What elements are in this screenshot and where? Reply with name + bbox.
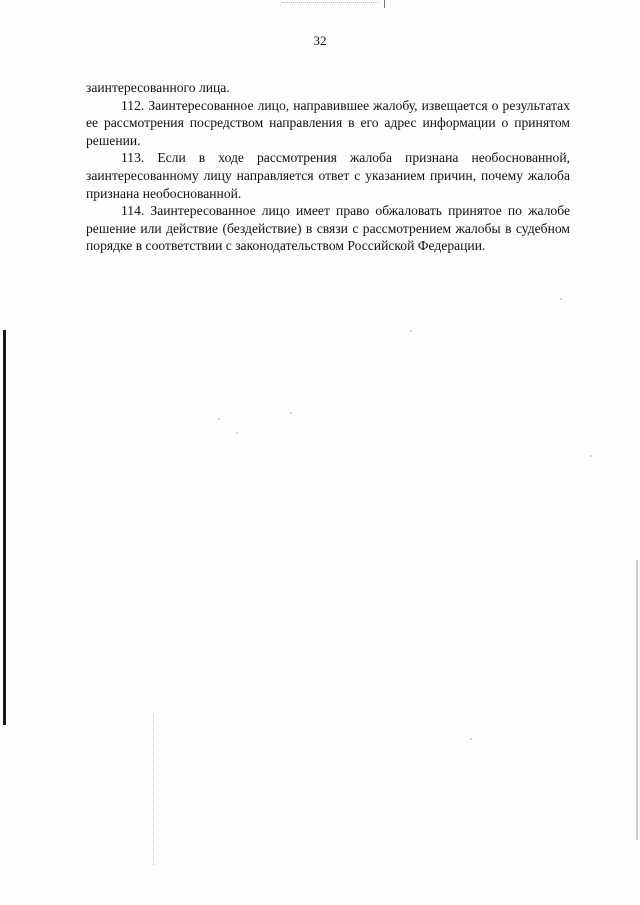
scan-speck [470, 738, 472, 740]
scan-speck [410, 330, 412, 332]
scan-artifact-top-tick [384, 0, 385, 8]
scan-speck [560, 298, 562, 300]
document-body [86, 79, 570, 255]
scan-speck [590, 455, 592, 457]
scan-artifact-right-edge [636, 560, 638, 840]
paragraph-113: 113. Если в ходе рассмотрения жалоба признана необоснованной, заинтересованному лицу направляется ответ с указанием причин, почему жалоба признана необоснованной. [86, 150, 570, 201]
page-number: 32 [313, 33, 327, 48]
scan-artifact-dotted-line [153, 715, 155, 865]
scan-artifact-left-edge [3, 330, 6, 725]
scan-speck [218, 418, 220, 420]
scan-speck [236, 432, 238, 434]
paragraph-continuation: заинтересованного лица. [86, 80, 230, 95]
scan-artifact-top-dots [282, 2, 378, 6]
paragraph-114: 114. Заинтересованное лицо имеет право обжаловать принятое по жалобе решение или действие (бездействие) в связи с рассмотрением жалобы в судебном порядке в соответствии с законодательством Российской Федерации. [86, 203, 570, 254]
scan-speck [290, 412, 292, 414]
paragraph-112: 112. Заинтересованное лицо, направившее жалобу, извещается о результатах ее рассмотрения посредством направления в его адрес информации о принятом решении. [86, 97, 570, 148]
